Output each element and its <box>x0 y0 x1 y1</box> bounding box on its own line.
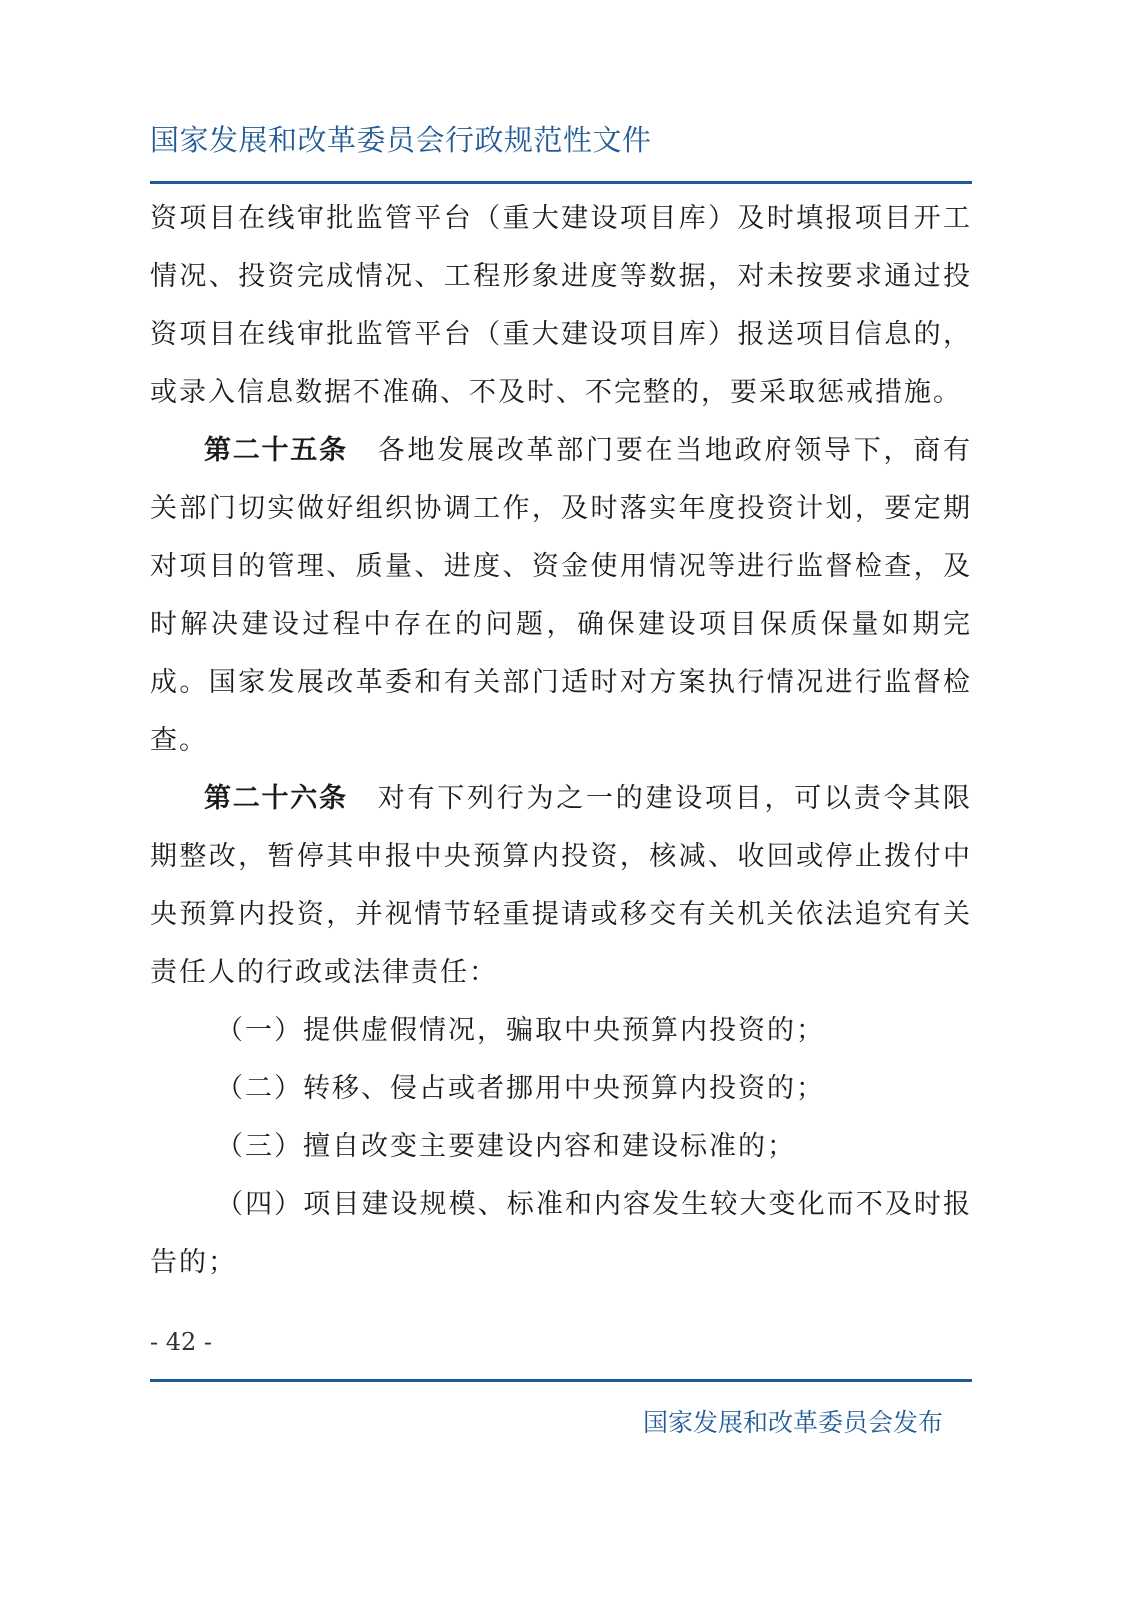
page-number: - 42 - <box>150 1328 213 1356</box>
article-26-title: 第二十六条 <box>204 783 348 814</box>
list-item-1: （一）提供虚假情况，骗取中央预算内投资的； <box>216 1015 825 1046</box>
article-26 <box>150 770 972 1002</box>
list-item-4-continuation: 告的； <box>150 1247 237 1278</box>
article-25-title: 第二十五条 <box>204 435 348 466</box>
footer-divider <box>150 1379 972 1382</box>
list-item-3: （三）擅自改变主要建设内容和建设标准的； <box>216 1131 796 1162</box>
list-item-2: （二）转移、侵占或者挪用中央预算内投资的； <box>216 1073 825 1104</box>
paragraph-continuation: 资项目在线审批监管平台（重大建设项目库）及时填报项目开工情况、投资完成情况、工程形象进度等数据，对未按要求通过投资项目在线审批监管平台（重大建设项目库）报送项目信息的，或录入信息数据不准确、不及时、不完整的，要采取惩戒措施。 <box>150 203 972 408</box>
document-body <box>150 190 972 1292</box>
article-25 <box>150 422 972 770</box>
document-header-title: 国家发展和改革委员会行政规范性文件 <box>150 123 652 157</box>
article-25-text: 各地发展改革部门要在当地政府领导下，商有关部门切实做好组织协调工作，及时落实年度投资计划，要定期对项目的管理、质量、进度、资金使用情况等进行监督检查，及时解决建设过程中存在的问题，确保建设项目保质保量如期完成。国家发展改革委和有关部门适时对方案执行情况进行监督检查。 <box>150 435 972 756</box>
publisher-footer: 国家发展和改革委员会发布 <box>642 1408 943 1437</box>
article-26-text: 对有下列行为之一的建设项目，可以责令其限期整改，暂停其申报中央预算内投资，核减、收回或停止拨付中央预算内投资，并视情节轻重提请或移交有关机关依法追究有关责任人的行政或法律责任： <box>150 783 972 988</box>
list-item-4: （四）项目建设规模、标准和内容发生较大变化而不及时报 <box>216 1189 972 1220</box>
header-divider <box>150 181 972 184</box>
